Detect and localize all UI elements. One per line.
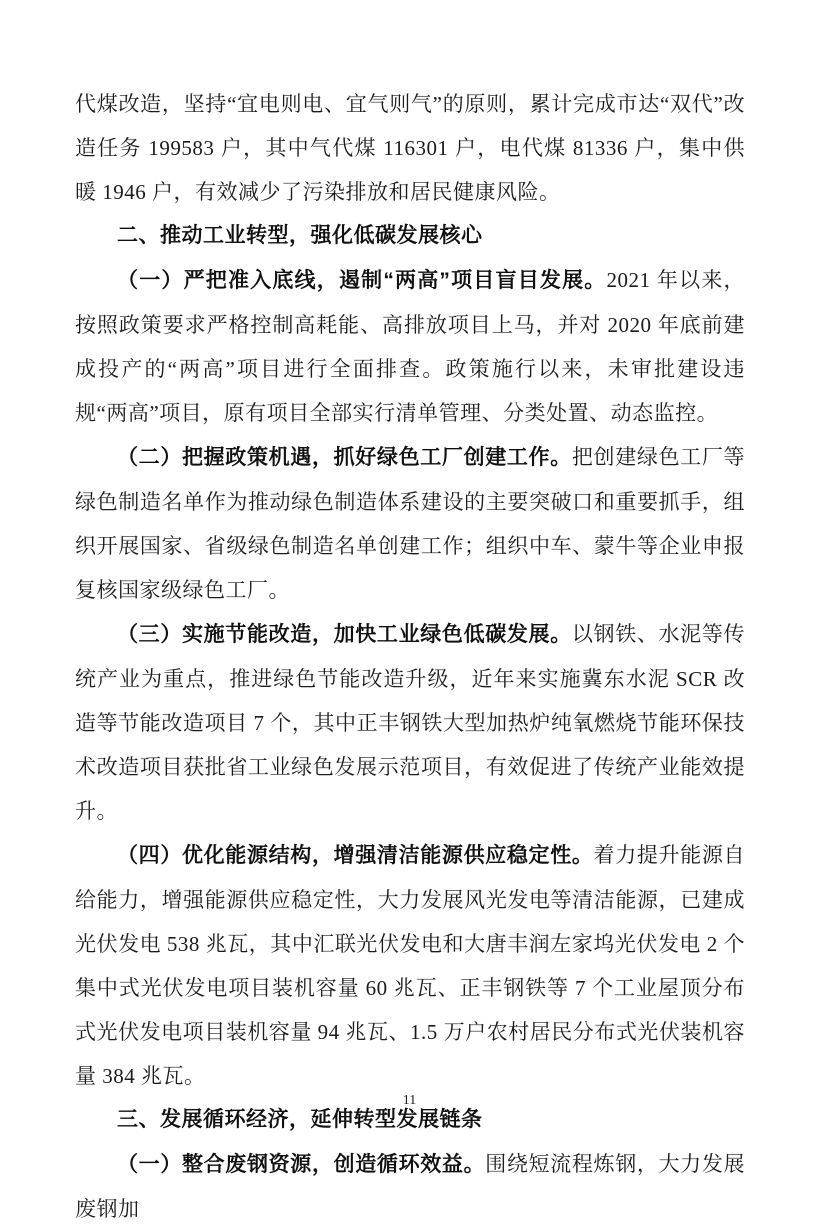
paragraph-body: 2021 年以来，按照政策要求严格控制高耗能、高排放项目上马，并对 2020 年底前建成投产的“两高”项目进行全面排查。政策施行以来，未审批建设违规“两高”项目，原有项目全部实行清单管理、分类处置、动态监控。 [75, 268, 746, 425]
paragraph [75, 612, 745, 833]
paragraph [75, 258, 745, 435]
section-heading-text: 二、推动工业转型，强化低碳发展核心 [117, 224, 483, 247]
paragraph [75, 82, 745, 214]
document-body [75, 82, 745, 1231]
paragraph-body: 把创建绿色工厂等绿色制造名单作为推动绿色制造体系建设的主要突破口和重要抓手，组织开展国家、省级绿色制造名单创建工作；组织中车、蒙牛等企业申报复核国家级绿色工厂。 [75, 445, 745, 602]
paragraph-body: 代煤改造，坚持“宜电则电、宜气则气”的原则，累计完成市达“双代”改造任务 199583 户，其中气代煤 116301 户，电代煤 81336 户，集中供暖 1946 户，有效减少了污染排放和居民健康风险。 [75, 92, 745, 204]
paragraph-lead: （一）严把准入底线，遏制“两高”项目盲目发展。 [117, 269, 607, 292]
paragraph-lead: （一）整合废钢资源，创造循环效益。 [117, 1153, 486, 1176]
paragraph [75, 1142, 745, 1231]
section-heading-text: 三、发展循环经济，延伸转型发展链条 [117, 1108, 483, 1131]
paragraph-body: 以钢铁、水泥等传统产业为重点，推进绿色节能改造升级，近年来实施冀东水泥 SCR 改造等节能改造项目 7 个，其中正丰钢铁大型加热炉纯氧燃烧节能环保技术改造项目获批省工业绿色发展示范项目，有效促进了传统产业能效提升。 [75, 622, 745, 823]
paragraph-body: 着力提升能源自给能力，增强能源供应稳定性，大力发展风光发电等清洁能源，已建成光伏发电 538 兆瓦，其中汇联光伏发电和大唐丰润左家坞光伏发电 2 个集中式光伏发电项目装机容量 60 兆瓦、正丰钢铁等 7 个工业屋顶分布式光伏发电项目装机容量 94 兆瓦、1.5 万户农村居民分布式光伏装机容量 384 兆瓦。 [75, 843, 746, 1088]
paragraph-lead: （四）优化能源结构，增强清洁能源供应稳定性。 [117, 844, 594, 867]
paragraph [75, 833, 745, 1098]
paragraph-body: 围绕短流程炼钢，大力发展废钢加 [75, 1152, 746, 1221]
section-heading [75, 214, 745, 258]
paragraph [75, 435, 745, 612]
paragraph-lead: （二）把握政策机遇，抓好绿色工厂创建工作。 [117, 446, 572, 469]
page-number: 11 [402, 1093, 417, 1108]
paragraph-lead: （三）实施节能改造，加快工业绿色低碳发展。 [117, 623, 572, 646]
